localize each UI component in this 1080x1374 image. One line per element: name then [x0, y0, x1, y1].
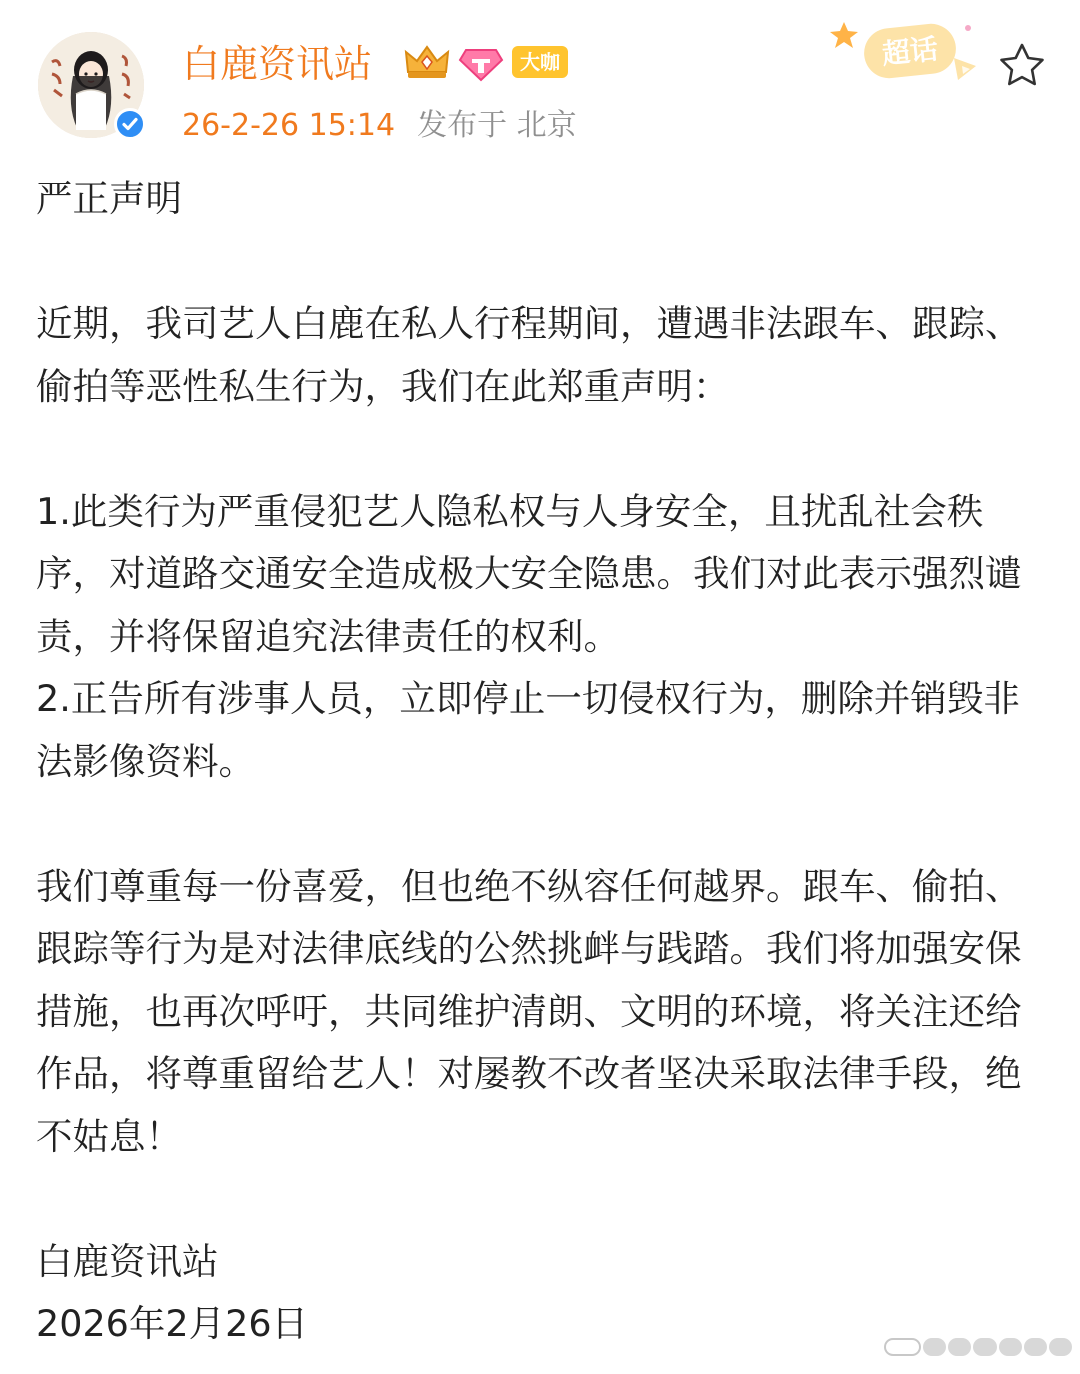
image-page-indicator[interactable] [884, 1338, 1072, 1356]
favorite-button[interactable] [996, 40, 1048, 92]
page-indicator-dot [973, 1338, 996, 1356]
page-indicator-dot [1024, 1338, 1047, 1356]
crown-badge[interactable] [402, 42, 452, 82]
point-2: 2.正告所有涉事人员，立即停止一切侵权行为，删除并销毁非法影像资料。 [36, 677, 1020, 783]
post-intro: 近期，我司艺人白鹿在私人行程期间，遭遇非法跟车、跟踪、偷拍等恶性私生行为，我们在此郑重声明： [36, 302, 1022, 408]
page-indicator-active [884, 1338, 921, 1356]
signature: 白鹿资讯站 [36, 1239, 219, 1283]
diamond-badge[interactable] [458, 42, 504, 82]
star-outline-icon [996, 40, 1048, 92]
page-indicator-dot [999, 1338, 1022, 1356]
spacer [36, 793, 1048, 856]
page-indicator-dot [948, 1338, 971, 1356]
page-indicator-dot [1049, 1338, 1072, 1356]
post-content [36, 168, 1048, 1356]
daka-badge[interactable]: 大咖 [512, 46, 568, 78]
point-1: 1.此类行为严重侵犯艺人隐私权与人身安全，且扰乱社会秩序，对道路交通安全造成极大安全隐患。我们对此表示强烈谴责，并将保留追究法律责任的权利。 [36, 489, 1022, 658]
crown-icon [402, 42, 452, 82]
page-indicator-dot [923, 1338, 946, 1356]
spacer [36, 231, 1048, 294]
account-name[interactable]: 白鹿资讯站 [182, 42, 373, 86]
spacer [36, 418, 1048, 481]
verified-badge [114, 108, 146, 140]
post-time[interactable]: 26-2-26 15:14 [182, 108, 396, 143]
super-topic-button[interactable] [822, 14, 992, 94]
verified-checkmark-icon [117, 111, 143, 137]
post-meta [182, 104, 577, 148]
diamond-icon [458, 42, 504, 82]
post-date: 2026年2月26日 [36, 1302, 309, 1345]
super-topic-icon [822, 14, 992, 94]
post-title: 严正声明 [36, 177, 182, 220]
post-header [0, 0, 1080, 160]
spacer [36, 1168, 1048, 1231]
post-body: 我们尊重每一份喜爱，但也绝不纵容任何越界。跟车、偷拍、跟踪等行为是对法律底线的公然挑衅与践踏。我们将加强安保措施，也再次呼吁，共同维护清朗、文明的环境，将关注还给作品，将尊重留给艺人！对屡教不改者坚决采取法律手段，绝不姑息！ [36, 864, 1022, 1158]
post-location: 发布于 北京 [417, 108, 577, 143]
super-topic-label: 超话 [880, 32, 940, 71]
